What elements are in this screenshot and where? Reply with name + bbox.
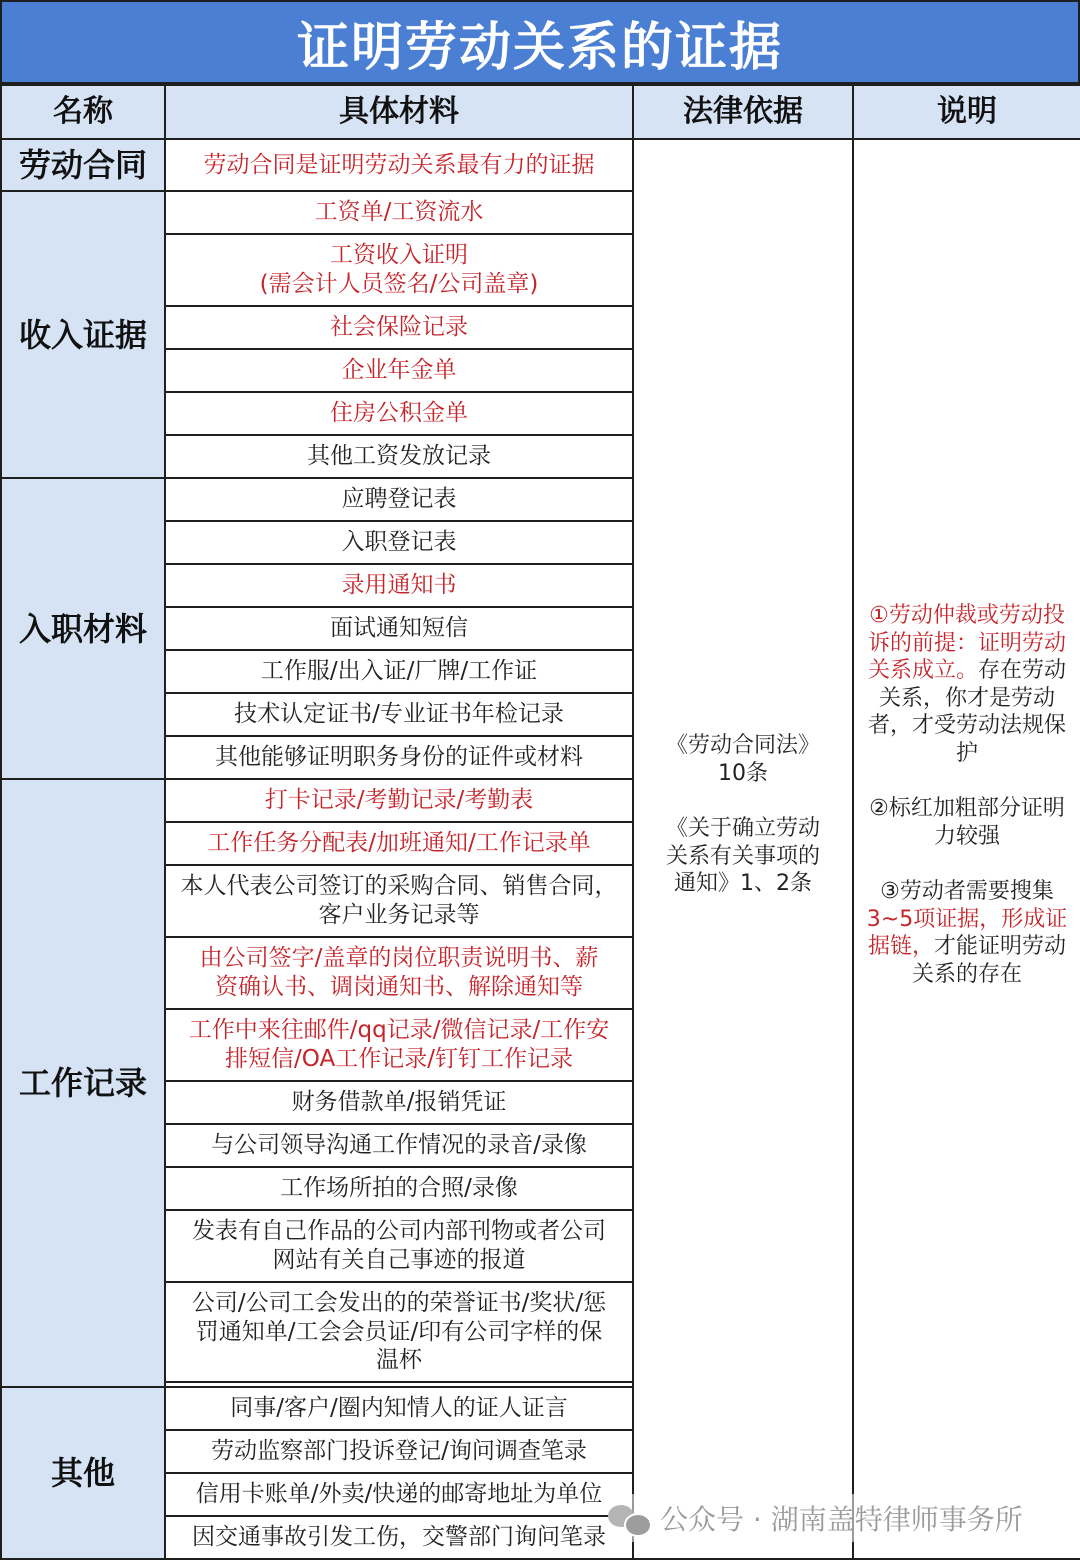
material-cell: 工作场所拍的合照/录像: [165, 1167, 633, 1210]
material-cell: 社会保险记录: [165, 306, 633, 349]
table-row: [1, 139, 1080, 191]
watermark-text: 公众号 · 湖南盖特律师事务所: [660, 1503, 1023, 1536]
material-line: 由公司签字/盖章的岗位职责说明书、薪: [199, 945, 599, 972]
material-line: 排短信/OA工作记录/钉钉工作记录: [225, 1046, 573, 1072]
header-name: 名称: [1, 85, 165, 139]
category-work: 工作记录: [1, 779, 165, 1387]
material-cell: 信用卡账单/外卖/快递的邮寄地址为单位: [165, 1473, 633, 1516]
material-cell: [165, 1282, 633, 1382]
law-basis-cell: [633, 139, 853, 1559]
material-cell: 应聘登记表: [165, 478, 633, 521]
watermark: [608, 1494, 1078, 1542]
table-header-row: [1, 85, 1080, 139]
material-line: 网站有关自己事迹的报道: [272, 1247, 526, 1273]
note-point-2: ②标红加粗部分证明力较强: [869, 796, 1065, 849]
header-law: 法律依据: [633, 85, 853, 139]
material-cell: 其他能够证明职务身份的证件或材料: [165, 736, 633, 779]
material-cell: 劳动合同是证明劳动关系最有力的证据: [165, 139, 633, 191]
material-cell: [165, 1009, 633, 1081]
evidence-table: [0, 84, 1080, 1560]
law-line: 10条: [718, 760, 768, 786]
material-cell: 住房公积金单: [165, 392, 633, 435]
material-cell: 企业年金单: [165, 349, 633, 392]
note-point-1: 存在劳动关系，你才是劳动者，才受劳动法规保护: [867, 658, 1067, 766]
material-cell: [165, 937, 633, 1009]
note-point-3-red: 3~5项证据，形成证据链，: [866, 906, 1068, 959]
material-cell: [165, 865, 633, 937]
material-cell: 面试通知短信: [165, 607, 633, 650]
header-note: 说明: [853, 85, 1080, 139]
material-cell: 工作服/出入证/厂牌/工作证: [165, 650, 633, 693]
material-line: 公司/公司工会发出的的荣誉证书/奖状/惩: [191, 1289, 607, 1316]
note-point-3-end: 才能证明劳动关系的存在: [911, 934, 1067, 987]
material-cell: 与公司领导沟通工作情况的录音/录像: [165, 1124, 633, 1167]
wechat-icon: [608, 1501, 652, 1535]
material-line: 工作中来往邮件/qq记录/微信记录/工作安: [188, 1017, 610, 1044]
material-cell: 同事/客户/圈内知情人的证人证言: [165, 1387, 633, 1430]
material-cell: 打卡记录/考勤记录/考勤表: [165, 779, 633, 822]
note-cell: [853, 139, 1080, 1559]
material-line: 工资收入证明: [330, 242, 468, 269]
material-line: 罚通知单/工会会员证/印有公司字样的保: [195, 1318, 603, 1345]
material-line: 本人代表公司签订的采购合同、销售合同，: [180, 873, 618, 900]
material-line: 客户业务记录等: [318, 902, 480, 928]
material-cell: 入职登记表: [165, 521, 633, 564]
material-cell: 工作任务分配表/加班通知/工作记录单: [165, 822, 633, 865]
category-contract: 劳动合同: [1, 139, 165, 191]
page-title: 证明劳动关系的证据: [0, 0, 1080, 84]
law-line: 《关于确立劳动: [665, 816, 820, 842]
law-line: 通知》1、2条: [674, 871, 812, 897]
material-line: (需会计人员签名/公司盖章): [259, 271, 539, 297]
material-cell: [165, 1210, 633, 1282]
law-line: 《劳动合同法》: [665, 733, 820, 759]
category-onboarding: 入职材料: [1, 478, 165, 779]
material-cell: 劳动监察部门投诉登记/询问调查笔录: [165, 1430, 633, 1473]
material-cell: 因交通事故引发工伤，交警部门询问笔录: [165, 1516, 633, 1559]
material-cell: 工资单/工资流水: [165, 191, 633, 234]
header-material: 具体材料: [165, 85, 633, 139]
material-line: 发表有自己作品的公司内部刊物或者公司: [192, 1218, 606, 1245]
material-cell: 技术认定证书/专业证书年检记录: [165, 693, 633, 736]
material-cell: 财务借款单/报销凭证: [165, 1081, 633, 1124]
material-cell: 录用通知书: [165, 564, 633, 607]
material-line: 温杯: [376, 1347, 422, 1374]
material-cell: 其他工资发放记录: [165, 435, 633, 478]
note-point-1-red: ①劳动仲裁或劳动投诉的前提：证明劳动关系成立。: [867, 603, 1066, 683]
category-income: 收入证据: [1, 191, 165, 478]
note-point-3: ③劳动者需要搜集: [880, 879, 1054, 904]
material-line: 资确认书、调岗通知书、解除通知等: [215, 974, 583, 1000]
category-other: 其他: [1, 1387, 165, 1559]
material-cell: [165, 234, 633, 306]
law-line: 关系有关事项的: [665, 843, 820, 869]
